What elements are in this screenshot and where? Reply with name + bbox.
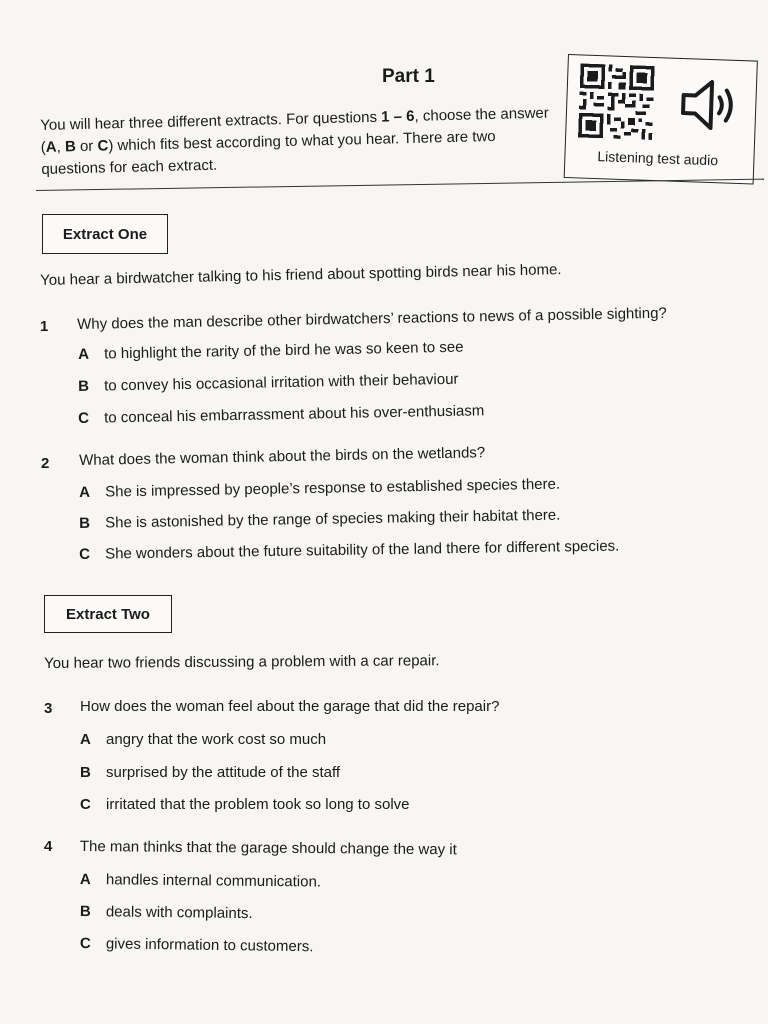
option-letter: C (80, 796, 91, 813)
part-title: Part 1 (382, 66, 435, 87)
option-3b[interactable] (80, 764, 340, 781)
letter-c: C (97, 137, 109, 155)
option-letter: C (79, 545, 91, 563)
instructions (40, 102, 561, 181)
extract-one-heading: Extract One (42, 214, 168, 254)
option-letter: A (78, 345, 90, 363)
option-text: She is impressed by people’s response to established species there. (104, 475, 561, 501)
option-text: She is astonished by the range of species making their habitat there. (104, 506, 561, 532)
option-text: deals with complaints. (105, 903, 253, 923)
option-letter: B (80, 764, 91, 781)
extract-two-intro: You hear two friends discussing a problem with a car repair. (44, 652, 440, 672)
question-number: 4 (44, 838, 53, 855)
audio-box[interactable] (564, 54, 758, 185)
option-3c[interactable] (80, 796, 410, 813)
speaker-icon[interactable] (678, 77, 742, 133)
option-text: surprised by the attitude of the staff (106, 764, 341, 781)
option-4c[interactable] (80, 935, 314, 955)
option-letter: A (80, 731, 91, 748)
option-3a[interactable] (80, 731, 326, 748)
instructions-text: , choose the answer ( (40, 104, 549, 156)
option-letter: A (79, 871, 91, 889)
instructions-text: or (75, 137, 98, 156)
section-divider (36, 179, 764, 191)
option-2a[interactable] (79, 476, 560, 501)
instructions-text: You will hear three different extracts. For questions (40, 108, 382, 134)
option-4b[interactable] (80, 903, 253, 922)
question-2-text: What does the woman think about the birds on the wetlands? (79, 444, 486, 469)
option-2b[interactable] (79, 507, 561, 532)
option-text: angry that the work cost so much (106, 731, 327, 748)
option-text: gives information to customers. (105, 935, 314, 956)
question-number: 3 (44, 700, 53, 717)
option-letter: A (79, 483, 91, 501)
audio-label: Listening test audio (597, 148, 719, 169)
question-number: 1 (40, 318, 49, 335)
question-number: 2 (41, 455, 50, 472)
option-1b[interactable] (78, 371, 459, 395)
option-letter: B (78, 377, 90, 395)
extract-two-heading: Extract Two (44, 595, 172, 633)
option-letter: C (78, 409, 90, 427)
option-text: to conceal his embarrassment about his over-enthusiasm (103, 402, 485, 427)
question-3-text: How does the woman feel about the garage that did the repair? (80, 698, 500, 715)
option-text: irritated that the problem took so long to solve (106, 796, 410, 813)
option-1a[interactable] (78, 339, 464, 363)
letter-a: A (45, 138, 57, 156)
instructions-text: , (56, 138, 66, 156)
question-4-text: The man thinks that the garage should change the way it (79, 838, 457, 859)
instructions-text: ) which fits best according to what you hear. (108, 130, 400, 155)
option-1c[interactable] (78, 402, 484, 427)
option-text: She wonders about the future suitability of the land there for different species. (104, 537, 620, 563)
option-letter: B (79, 514, 91, 532)
option-4a[interactable] (80, 871, 321, 891)
option-letter: B (79, 903, 91, 921)
letter-b: B (64, 138, 77, 156)
option-letter: C (79, 935, 91, 953)
qr-code-icon[interactable] (576, 63, 657, 140)
question-range: 1 – 6 (380, 107, 415, 126)
option-text: to highlight the rarity of the bird he was so keen to see (103, 338, 464, 363)
option-text: to convey his occasional irritation with their behaviour (103, 370, 459, 395)
extract-one-intro: You hear a birdwatcher talking to his friend about spotting birds near his home. (40, 261, 562, 289)
question-1-text: Why does the man describe other birdwatchers’ reactions to news of a possible sighting? (77, 304, 667, 333)
option-2c[interactable] (79, 538, 619, 563)
instructions-text: There are two questions for each extract. (41, 127, 496, 178)
option-text: handles internal communication. (105, 871, 322, 891)
